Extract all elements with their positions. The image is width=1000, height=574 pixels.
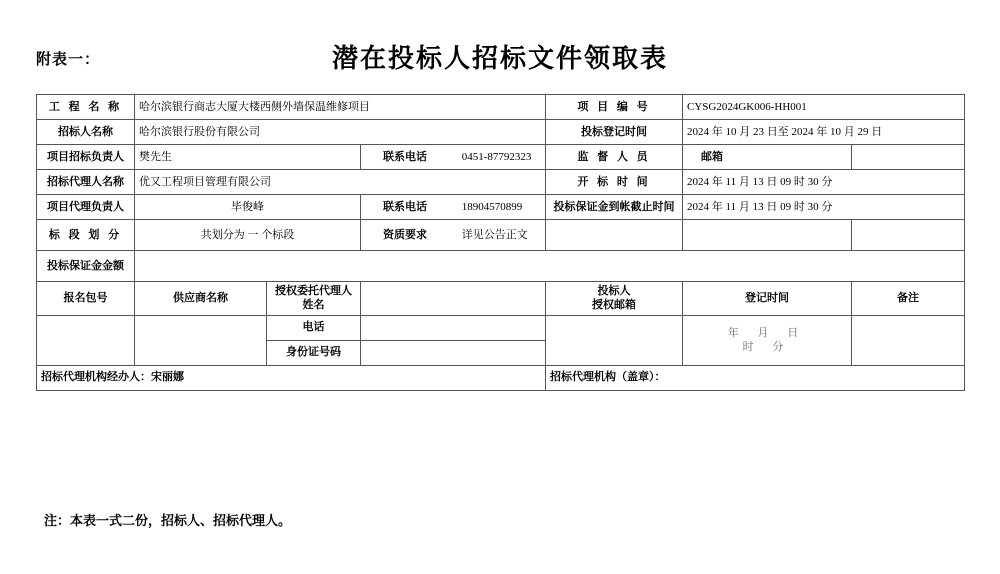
bid-open-time-label: 开 标 时 间 [546, 170, 683, 195]
project-name-label: 工 程 名 称 [37, 95, 135, 120]
deposit-deadline-label: 投标保证金到帐截止时间 [546, 195, 683, 220]
table-row [37, 170, 965, 195]
qualification-cell [361, 220, 546, 251]
bid-open-time-value: 2024 年 11 月 13 日 09 时 30 分 [683, 170, 965, 195]
tenderer-label: 招标人名称 [37, 120, 135, 145]
agency-phone-label: 联系电话 [383, 200, 427, 213]
mailbox-cell [683, 145, 852, 170]
id-value-cell [361, 340, 546, 365]
agency-phone-value: 18904570899 [461, 200, 523, 213]
table-row [37, 315, 965, 340]
project-name-value: 哈尔滨银行商志大厦大楼西侧外墙保温维修项目 [135, 95, 546, 120]
tenderer-value: 哈尔滨银行股份有限公司 [135, 120, 546, 145]
supervisor-label: 监 督 人 员 [546, 145, 683, 170]
agency-value: 优又工程项目管理有限公司 [135, 170, 546, 195]
registration-time-label: 投标登记时间 [546, 120, 683, 145]
lot-division-label: 标 段 划 分 [37, 220, 135, 251]
id-label: 身份证号码 [267, 340, 361, 365]
col-bidder-mail-line2: 授权邮箱 [592, 299, 636, 312]
empty-cell-3 [852, 220, 965, 251]
col-agent-name [267, 282, 361, 316]
col-remark: 备注 [852, 282, 965, 316]
table-row [37, 220, 965, 251]
bidder-mail-cell [546, 315, 683, 365]
phone-value-cell [361, 315, 546, 340]
project-owner-label: 项目招标负责人 [37, 145, 135, 170]
agency-owner-label: 项目代理负责人 [37, 195, 135, 220]
registration-time-value: 2024 年 10 月 23 日至 2024 年 10 月 29 日 [683, 120, 965, 145]
table-row [37, 95, 965, 120]
lot-division-value: 共划分为 一 个标段 [135, 220, 361, 251]
attachment-label: 附表一： [36, 52, 101, 68]
col-supplier-name: 供应商名称 [135, 282, 267, 316]
remark-cell [852, 315, 965, 365]
agency-phone-cell [361, 195, 546, 220]
deposit-deadline-value: 2024 年 11 月 13 日 09 时 30 分 [683, 195, 965, 220]
col-sign-no: 报名包号 [37, 282, 135, 316]
page-title: 潜在投标人招标文件领取表 [331, 44, 668, 73]
register-time-cell [683, 315, 852, 365]
phone-label: 电话 [267, 315, 361, 340]
project-owner-value: 樊先生 [135, 145, 361, 170]
agent-name-input-cell [361, 282, 546, 316]
table-row [37, 120, 965, 145]
qualification-value: 详见公告正文 [461, 228, 528, 241]
project-no-label: 项 目 编 号 [546, 95, 683, 120]
bid-document-collection-table [36, 94, 965, 391]
col-register-time: 登记时间 [683, 282, 852, 316]
qualification-label: 资质要求 [383, 228, 427, 241]
table-row [37, 145, 965, 170]
mailbox-value [852, 145, 965, 170]
table-row [37, 251, 965, 282]
col-agent-name-line1: 授权委托代理人 [275, 285, 352, 297]
deposit-amount-value [135, 251, 965, 282]
table-header-row [37, 282, 965, 316]
empty-cell-1 [546, 220, 683, 251]
col-bidder-mail-line1: 投标人 [597, 285, 631, 297]
mailbox-label: 邮箱 [701, 150, 723, 163]
signature-row [37, 365, 965, 390]
contact-phone-cell [361, 145, 546, 170]
footer-note: 注：本表一式二份，招标人、招标代理人。 [44, 513, 292, 528]
agent-handler-cell: 招标代理机构经办人：宋丽娜 [37, 365, 546, 390]
contact-phone-value: 0451-87792323 [461, 150, 532, 163]
col-agent-name-line2: 姓名 [302, 299, 325, 312]
project-no-value: CYSG2024GK006-HH001 [683, 95, 965, 120]
col-bidder-mail [546, 282, 683, 316]
agency-seal-cell: 招标代理机构（盖章）： [546, 365, 965, 390]
table-row [37, 195, 965, 220]
empty-cell-2 [683, 220, 852, 251]
supplier-name-cell [135, 315, 267, 365]
agency-owner-value: 毕俊峰 [135, 195, 361, 220]
deposit-amount-label: 投标保证金金额 [37, 251, 135, 282]
contact-phone-label: 联系电话 [383, 150, 427, 163]
register-date-line1: 年 月 日 [727, 326, 807, 339]
agency-label: 招标代理人名称 [37, 170, 135, 195]
register-date-line2: 时 分 [742, 341, 792, 354]
sign-no-cell [37, 315, 135, 365]
